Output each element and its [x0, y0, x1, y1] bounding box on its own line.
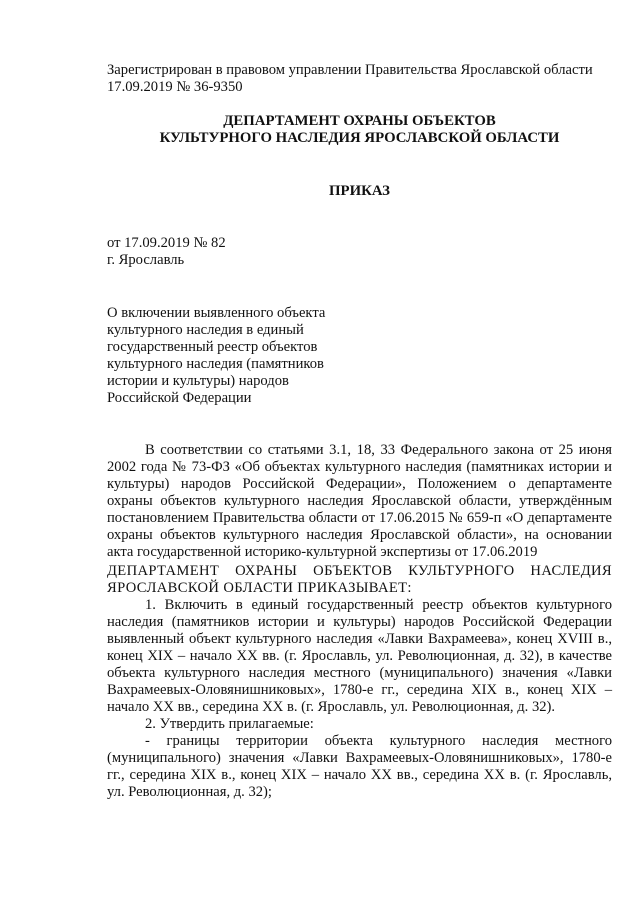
- order-item-2-sub-1: - границы территории объекта культурного наследия местного (муниципального) значения «Лавки Вахрамеевых-Оловянишниковых», 1780-е гг., середина XIX в., конец XIX – начало XX вв., середина XX в. (г. Ярославль, ул. Революционная, д. 32);: [107, 733, 612, 800]
- subject-line: О включении выявленного объекта: [107, 305, 326, 321]
- order-item-1: 1. Включить в единый государственный реестр объектов культурного наследия (памятников истории и культуры) народов Российской Федерации выявленный объект культурного наследия «Лавки Вахрамеева», конец XVIII в., конец XIX – начало XX вв. (г. Ярославль, ул. Революционная, д. 32), в качестве объекта культурного наследия местного (муниципального) значения «Лавки Вахрамеевых-Оловянишниковых», 1780-е гг., середина XIX в., конец XIX – начало XX вв., середина XX в. (г. Ярославль, ул. Революционная, д. 32).: [107, 597, 612, 715]
- registration-line-2: 17.09.2019 № 36-9350: [107, 79, 243, 95]
- department-line-1: ДЕПАРТАМЕНТ ОХРАНЫ ОБЪЕКТОВ: [223, 113, 496, 129]
- order-city: г. Ярославль: [107, 252, 185, 268]
- order-item-2: 2. Утвердить прилагаемые:: [145, 716, 314, 732]
- document-title: ПРИКАЗ: [329, 183, 390, 199]
- preamble-paragraph: В соответствии со статьями 3.1, 18, 33 Федерального закона от 25 июня 2002 года № 73-ФЗ «Об объектах культурного наследия (памятниках истории и культуры) народов Российской Федерации», Положением о департаменте охраны объектов культурного наследия Ярославской области, утверждённым постановлением Правительства области от 17.06.2015 № 659-п «О департаменте охраны объектов культурного наследия Ярославской области», на основании акта государственной историко-культурной экспертизы от 17.06.2019: [107, 442, 612, 560]
- registration-note: [107, 62, 612, 96]
- department-header: [107, 113, 612, 147]
- subject-line: Российской Федерации: [107, 390, 252, 406]
- subject-line: истории и культуры) народов: [107, 373, 289, 389]
- order-subject: [107, 305, 347, 407]
- subject-line: культурного наследия в единый: [107, 322, 304, 338]
- department-line-2: КУЛЬТУРНОГО НАСЛЕДИЯ ЯРОСЛАВСКОЙ ОБЛАСТИ: [159, 130, 560, 146]
- subject-line: государственный реестр объектов: [107, 339, 318, 355]
- order-meta: [107, 235, 226, 269]
- orders-statement: ДЕПАРТАМЕНТ ОХРАНЫ ОБЪЕКТОВ КУЛЬТУРНОГО НАСЛЕДИЯ ЯРОСЛАВСКОЙ ОБЛАСТИ ПРИКАЗЫВАЕТ:: [107, 563, 612, 596]
- document-body: [107, 442, 612, 801]
- registration-line-1: Зарегистрирован в правовом управлении Правительства Ярославской области: [107, 62, 593, 78]
- subject-line: культурного наследия (памятников: [107, 356, 324, 372]
- order-date-number: от 17.09.2019 № 82: [107, 235, 226, 251]
